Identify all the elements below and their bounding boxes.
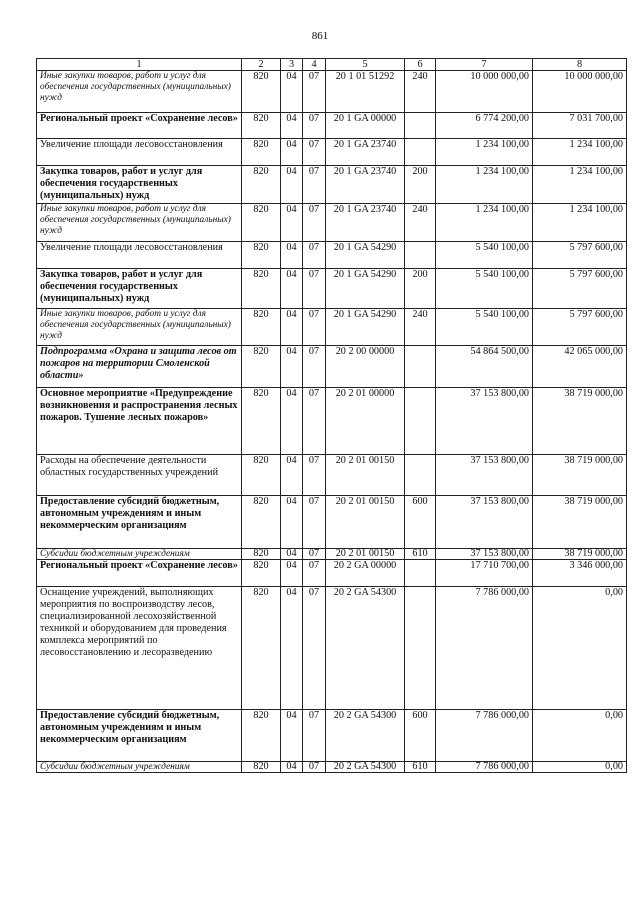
amount-year2-cell: 5 797 600,00 [533,269,627,309]
row-name-cell: Иные закупки товаров, работ и услуг для обеспечения государственных (муниципальных) нужд [37,71,242,113]
row-name-cell: Иные закупки товаров, работ и услуг для обеспечения государственных (муниципальных) нужд [37,204,242,242]
amount-year1-cell: 5 540 100,00 [436,242,533,269]
subsection-code-cell: 07 [303,710,326,762]
column-header: 1 [37,59,242,71]
ministry-code-cell: 820 [242,166,281,204]
table-row [37,560,627,587]
subsection-code-cell: 07 [303,242,326,269]
page-number: 861 [311,30,329,42]
expense-type-cell: 240 [405,204,436,242]
section-code-cell: 04 [281,269,303,309]
ministry-code-cell: 820 [242,587,281,710]
target-article-cell: 20 1 GA 23740 [326,139,405,166]
amount-year1-cell: 6 774 200,00 [436,113,533,139]
ministry-code-cell: 820 [242,455,281,496]
table-row [37,242,627,269]
column-header: 8 [533,59,627,71]
table-row [37,139,627,166]
amount-year1-cell: 7 786 000,00 [436,587,533,710]
amount-year1-cell: 5 540 100,00 [436,309,533,346]
target-article-cell: 20 1 GA 23740 [326,204,405,242]
section-code-cell: 04 [281,455,303,496]
amount-year2-cell: 1 234 100,00 [533,204,627,242]
expense-type-cell [405,560,436,587]
amount-year1-cell: 1 234 100,00 [436,166,533,204]
target-article-cell: 20 1 01 51292 [326,71,405,113]
subsection-code-cell: 07 [303,269,326,309]
table-row [37,113,627,139]
section-code-cell: 04 [281,762,303,773]
ministry-code-cell: 820 [242,71,281,113]
subsection-code-cell: 07 [303,762,326,773]
table-row [37,166,627,204]
amount-year1-cell: 10 000 000,00 [436,71,533,113]
expense-type-cell: 200 [405,166,436,204]
column-header: 3 [281,59,303,71]
amount-year1-cell: 37 153 800,00 [436,549,533,560]
table-row [37,455,627,496]
target-article-cell: 20 1 GA 54290 [326,269,405,309]
target-article-cell: 20 1 GA 54290 [326,309,405,346]
section-code-cell: 04 [281,204,303,242]
amount-year2-cell: 1 234 100,00 [533,139,627,166]
row-name-cell: Увеличение площади лесовосстановления [37,139,242,166]
expense-type-cell [405,242,436,269]
expense-type-cell: 200 [405,269,436,309]
expense-type-cell [405,139,436,166]
section-code-cell: 04 [281,71,303,113]
amount-year2-cell: 1 234 100,00 [533,166,627,204]
amount-year1-cell: 7 786 000,00 [436,762,533,773]
subsection-code-cell: 07 [303,549,326,560]
amount-year2-cell: 0,00 [533,762,627,773]
subsection-code-cell: 07 [303,71,326,113]
column-header: 4 [303,59,326,71]
target-article-cell: 20 2 01 00000 [326,388,405,455]
row-name-cell: Иные закупки товаров, работ и услуг для обеспечения государственных (муниципальных) нужд [37,309,242,346]
subsection-code-cell: 07 [303,455,326,496]
row-name-cell: Субсидии бюджетным учреждениям [37,762,242,773]
subsection-code-cell: 07 [303,560,326,587]
ministry-code-cell: 820 [242,139,281,166]
column-header: 6 [405,59,436,71]
row-name-cell: Предоставление субсидий бюджетным, автономным учреждениям и иным некоммерческим организациям [37,710,242,762]
target-article-cell: 20 2 01 00150 [326,455,405,496]
amount-year1-cell: 1 234 100,00 [436,139,533,166]
ministry-code-cell: 820 [242,113,281,139]
subsection-code-cell: 07 [303,309,326,346]
table-row [37,710,627,762]
ministry-code-cell: 820 [242,269,281,309]
expense-type-cell [405,346,436,388]
target-article-cell: 20 2 01 00150 [326,549,405,560]
expense-type-cell [405,455,436,496]
target-article-cell: 20 2 GA 54300 [326,762,405,773]
amount-year2-cell: 42 065 000,00 [533,346,627,388]
amount-year1-cell: 5 540 100,00 [436,269,533,309]
amount-year1-cell: 37 153 800,00 [436,496,533,549]
target-article-cell: 20 2 00 00000 [326,346,405,388]
subsection-code-cell: 07 [303,587,326,710]
budget-table [36,58,627,773]
expense-type-cell [405,587,436,710]
ministry-code-cell: 820 [242,496,281,549]
table-row [37,388,627,455]
table-row [37,346,627,388]
section-code-cell: 04 [281,139,303,166]
subsection-code-cell: 07 [303,496,326,549]
amount-year2-cell: 38 719 000,00 [533,496,627,549]
target-article-cell: 20 2 01 00150 [326,496,405,549]
section-code-cell: 04 [281,496,303,549]
amount-year2-cell: 38 719 000,00 [533,549,627,560]
table-row [37,762,627,773]
amount-year1-cell: 1 234 100,00 [436,204,533,242]
section-code-cell: 04 [281,388,303,455]
ministry-code-cell: 820 [242,204,281,242]
table-row [37,587,627,710]
ministry-code-cell: 820 [242,309,281,346]
amount-year2-cell: 5 797 600,00 [533,242,627,269]
amount-year1-cell: 7 786 000,00 [436,710,533,762]
section-code-cell: 04 [281,113,303,139]
table-row [37,309,627,346]
target-article-cell: 20 1 GA 54290 [326,242,405,269]
target-article-cell: 20 1 GA 00000 [326,113,405,139]
column-header: 5 [326,59,405,71]
amount-year1-cell: 17 710 700,00 [436,560,533,587]
expense-type-cell: 610 [405,762,436,773]
section-code-cell: 04 [281,309,303,346]
amount-year2-cell: 5 797 600,00 [533,309,627,346]
subsection-code-cell: 07 [303,166,326,204]
table-row [37,204,627,242]
ministry-code-cell: 820 [242,242,281,269]
ministry-code-cell: 820 [242,560,281,587]
row-name-cell: Подпрограмма «Охрана и защита лесов от пожаров на территории Смоленской области» [37,346,242,388]
target-article-cell: 20 2 GA 54300 [326,587,405,710]
table-body [37,71,627,773]
ministry-code-cell: 820 [242,346,281,388]
expense-type-cell: 600 [405,710,436,762]
section-code-cell: 04 [281,587,303,710]
target-article-cell: 20 2 GA 00000 [326,560,405,587]
section-code-cell: 04 [281,166,303,204]
ministry-code-cell: 820 [242,388,281,455]
amount-year2-cell: 0,00 [533,587,627,710]
subsection-code-cell: 07 [303,346,326,388]
amount-year2-cell: 7 031 700,00 [533,113,627,139]
amount-year1-cell: 54 864 500,00 [436,346,533,388]
row-name-cell: Региональный проект «Сохранение лесов» [37,113,242,139]
target-article-cell: 20 1 GA 23740 [326,166,405,204]
ministry-code-cell: 820 [242,710,281,762]
row-name-cell: Закупка товаров, работ и услуг для обеспечения государственных (муниципальных) нужд [37,166,242,204]
section-code-cell: 04 [281,346,303,388]
amount-year2-cell: 38 719 000,00 [533,455,627,496]
expense-type-cell: 240 [405,71,436,113]
row-name-cell: Предоставление субсидий бюджетным, автономным учреждениям и иным некоммерческим организациям [37,496,242,549]
subsection-code-cell: 07 [303,113,326,139]
amount-year1-cell: 37 153 800,00 [436,388,533,455]
row-name-cell: Оснащение учреждений, выполняющих мероприятия по воспроизводству лесов, специализированной лесохозяйственной техникой и оборудованием для проведения комплекса мероприятий по лесовосстановлению и лесоразведению [37,587,242,710]
subsection-code-cell: 07 [303,388,326,455]
table-row [37,71,627,113]
amount-year2-cell: 0,00 [533,710,627,762]
column-header: 7 [436,59,533,71]
expense-type-cell: 600 [405,496,436,549]
row-name-cell: Региональный проект «Сохранение лесов» [37,560,242,587]
table-row [37,549,627,560]
expense-type-cell: 240 [405,309,436,346]
table-row [37,269,627,309]
row-name-cell: Расходы на обеспечение деятельности областных государственных учреждений [37,455,242,496]
subsection-code-cell: 07 [303,204,326,242]
row-name-cell: Увеличение площади лесовосстановления [37,242,242,269]
ministry-code-cell: 820 [242,762,281,773]
subsection-code-cell: 07 [303,139,326,166]
table-row [37,496,627,549]
row-name-cell: Закупка товаров, работ и услуг для обеспечения государственных (муниципальных) нужд [37,269,242,309]
amount-year2-cell: 3 346 000,00 [533,560,627,587]
amount-year2-cell: 10 000 000,00 [533,71,627,113]
expense-type-cell [405,113,436,139]
section-code-cell: 04 [281,560,303,587]
table-header-row [37,59,627,71]
section-code-cell: 04 [281,242,303,269]
section-code-cell: 04 [281,549,303,560]
column-header: 2 [242,59,281,71]
target-article-cell: 20 2 GA 54300 [326,710,405,762]
row-name-cell: Субсидии бюджетным учреждениям [37,549,242,560]
expense-type-cell [405,388,436,455]
section-code-cell: 04 [281,710,303,762]
amount-year1-cell: 37 153 800,00 [436,455,533,496]
ministry-code-cell: 820 [242,549,281,560]
row-name-cell: Основное мероприятие «Предупреждение возникновения и распространения лесных пожаров. Тушение лесных пожаров» [37,388,242,455]
amount-year2-cell: 38 719 000,00 [533,388,627,455]
expense-type-cell: 610 [405,549,436,560]
